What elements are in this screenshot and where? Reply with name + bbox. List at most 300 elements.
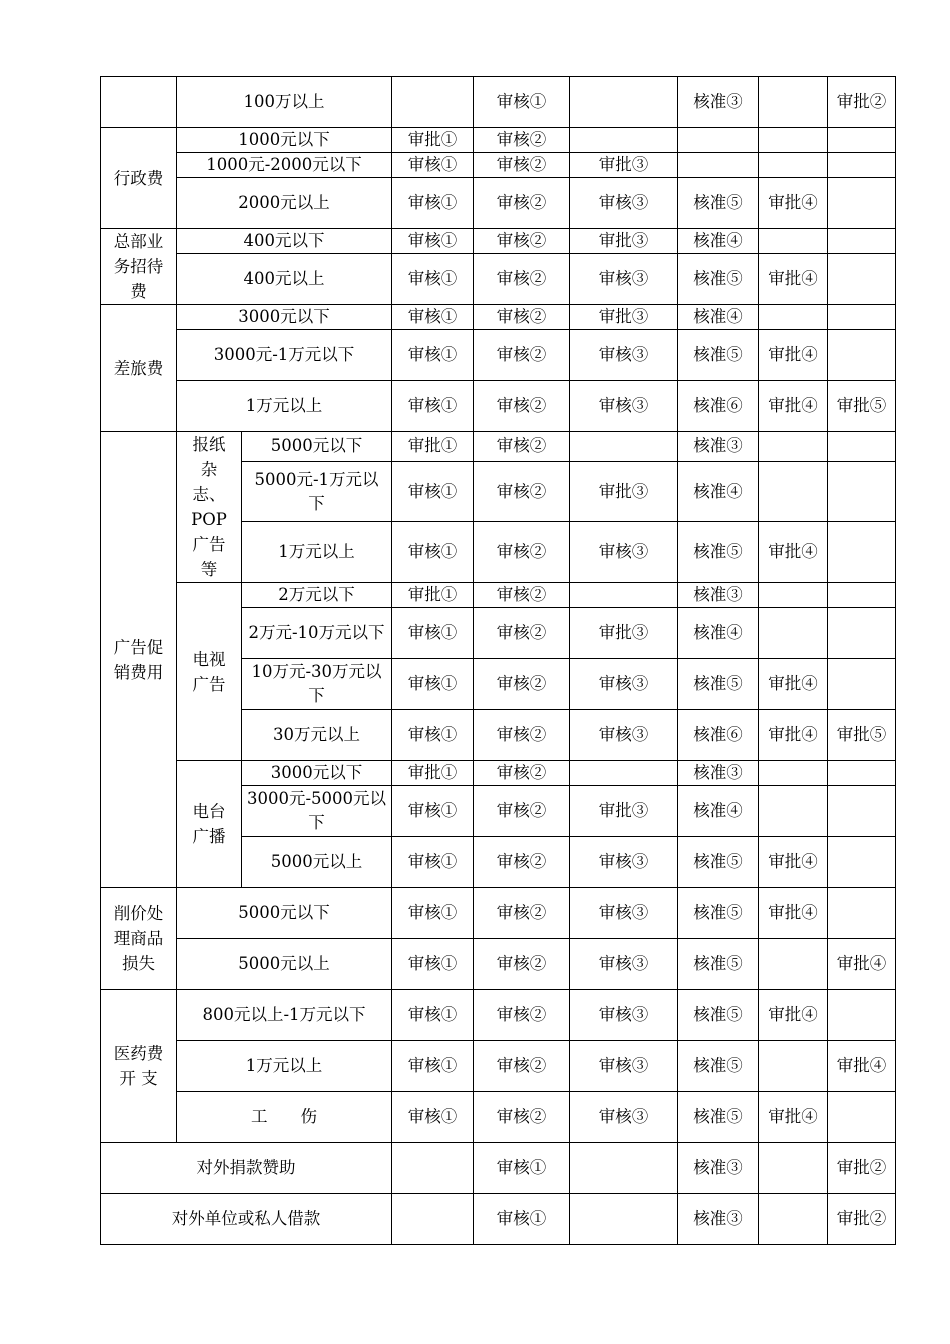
table-cell (392, 522, 474, 583)
table-cell (759, 178, 828, 229)
cell-text: 审核① (407, 481, 458, 501)
table-cell (474, 1194, 570, 1245)
cell-text: 审核③ (598, 542, 649, 562)
table-cell (242, 432, 392, 462)
cell-text: 审批④ (768, 674, 818, 693)
table-row (101, 990, 896, 1041)
table-cell (759, 1092, 828, 1143)
cell-text: 核准④ (693, 231, 743, 250)
cell-text: 医药费开 支 (113, 1044, 164, 1088)
table-cell (177, 128, 392, 153)
table-cell (570, 153, 678, 178)
table-cell (828, 837, 896, 888)
table-cell (242, 461, 392, 522)
table-cell (570, 608, 678, 659)
cell-text: 1万元以上 (245, 396, 323, 415)
category-cell (101, 888, 177, 990)
table-cell (474, 659, 570, 710)
cell-text: 100万以上 (243, 92, 325, 111)
table-cell (392, 461, 474, 522)
table-cell (570, 178, 678, 229)
table-cell (759, 608, 828, 659)
table-row (101, 128, 896, 153)
table-cell (242, 837, 392, 888)
table-cell (570, 939, 678, 990)
cell-text: 审批① (407, 763, 458, 782)
cell-text: 审核① (407, 396, 458, 415)
table-cell (759, 786, 828, 837)
table-cell (759, 432, 828, 462)
cell-text: 审核② (496, 725, 547, 744)
cell-text: 核准⑤ (693, 1107, 743, 1126)
cell-text: 5000元以下 (270, 436, 363, 456)
table-cell (759, 888, 828, 939)
table-cell (474, 461, 570, 522)
table-cell (570, 254, 678, 305)
table-cell (570, 786, 678, 837)
table-cell (101, 77, 177, 128)
cell-text: 审核① (407, 269, 458, 288)
cell-text: 审核③ (598, 269, 649, 288)
cell-text: 核准③ (693, 92, 743, 111)
table-cell (474, 330, 570, 381)
table-row (101, 1143, 896, 1194)
table-cell (570, 522, 678, 583)
table-cell (759, 461, 828, 522)
cell-text: 对外单位或私人借款 (171, 1209, 321, 1228)
table-cell (570, 461, 678, 522)
table-cell (678, 178, 759, 229)
cell-text: 审核① (407, 674, 458, 693)
cell-text: 审批④ (768, 1005, 818, 1024)
table-cell (570, 710, 678, 761)
table-cell (392, 659, 474, 710)
cell-text: 审核① (407, 345, 458, 364)
table-cell (570, 837, 678, 888)
table-cell (177, 77, 392, 128)
table-cell (570, 330, 678, 381)
cell-text: 核准⑤ (693, 1056, 743, 1075)
cell-text: 核准④ (693, 307, 743, 326)
category-cell (101, 990, 177, 1143)
cell-text: 核准⑤ (693, 1005, 743, 1024)
table-cell (759, 330, 828, 381)
cell-text: 审批④ (768, 345, 818, 364)
table-row (101, 178, 896, 229)
table-cell (828, 1041, 896, 1092)
table-cell (828, 305, 896, 330)
table-row (101, 432, 896, 462)
cell-text: 审批④ (768, 1107, 818, 1126)
table-cell (392, 786, 474, 837)
cell-text: 审核① (407, 307, 458, 326)
table-cell (759, 710, 828, 761)
cell-text: 审核② (496, 763, 547, 782)
table-cell (678, 761, 759, 786)
cell-text: 审批① (407, 436, 458, 456)
table-cell (101, 1143, 392, 1194)
cell-text: 审批④ (768, 193, 818, 212)
table-cell (678, 786, 759, 837)
table-cell (678, 1194, 759, 1245)
table-cell (570, 381, 678, 432)
cell-text: 对外捐款赞助 (196, 1158, 296, 1177)
table-cell (678, 608, 759, 659)
table-cell (392, 710, 474, 761)
table-cell (474, 710, 570, 761)
cell-text: 审批④ (768, 269, 818, 288)
table-cell (177, 178, 392, 229)
table-cell (474, 1092, 570, 1143)
table-cell (828, 254, 896, 305)
table-cell (392, 1143, 474, 1194)
table-cell (474, 990, 570, 1041)
cell-text: 核准⑤ (693, 542, 743, 562)
cell-text: 差旅费 (113, 358, 164, 378)
table-row (101, 1092, 896, 1143)
table-cell (570, 1092, 678, 1143)
table-row (101, 583, 896, 608)
cell-text: 审核② (496, 307, 547, 326)
cell-text: 核准③ (693, 585, 743, 604)
cell-text: 审核② (496, 231, 547, 250)
table-cell (474, 153, 570, 178)
table-cell (177, 330, 392, 381)
table-cell (242, 659, 392, 710)
table-cell (828, 761, 896, 786)
cell-text: 核准⑤ (693, 674, 743, 693)
cell-text: 审核① (496, 1209, 547, 1228)
table-cell (759, 153, 828, 178)
cell-text: 审核③ (598, 954, 649, 973)
table-cell (474, 1041, 570, 1092)
cell-text: 审核② (496, 852, 547, 871)
table-cell (177, 381, 392, 432)
cell-text: 审批③ (598, 481, 649, 501)
table-cell (678, 128, 759, 153)
cell-text: 核准⑤ (693, 852, 743, 871)
table-cell (392, 381, 474, 432)
cell-text: 2万元-10万元以下 (248, 623, 385, 642)
table-cell (392, 761, 474, 786)
category-cell (101, 128, 177, 229)
table-cell (759, 990, 828, 1041)
cell-text: 审核② (496, 801, 547, 820)
cell-text: 审批② (836, 1158, 887, 1177)
table-cell (759, 1041, 828, 1092)
cell-text: 核准⑥ (693, 725, 743, 744)
cell-text: 审核① (407, 1005, 458, 1024)
table-row (101, 330, 896, 381)
table-cell (392, 153, 474, 178)
cell-text: 审核① (496, 1158, 547, 1177)
table-cell (570, 1041, 678, 1092)
table-row (101, 254, 896, 305)
cell-text: 报纸杂志、POP广告等 (191, 435, 227, 579)
table-cell (828, 1143, 896, 1194)
table-cell (474, 305, 570, 330)
cell-text: 3000元以下 (270, 763, 363, 782)
cell-text: 400元以下 (243, 231, 325, 250)
table-cell (828, 128, 896, 153)
table-cell (177, 229, 392, 254)
cell-text: 审核② (496, 674, 547, 693)
table-cell (474, 837, 570, 888)
table-cell (242, 761, 392, 786)
cell-text: 审核③ (598, 1107, 649, 1126)
table-cell (392, 837, 474, 888)
table-cell (242, 522, 392, 583)
table-cell (828, 153, 896, 178)
table-cell (678, 254, 759, 305)
cell-text: 审核① (407, 542, 458, 562)
table-cell (828, 990, 896, 1041)
table-cell (392, 990, 474, 1041)
cell-text: 审批③ (598, 155, 649, 174)
cell-text: 审批③ (598, 231, 649, 250)
table-cell (570, 77, 678, 128)
table-cell (828, 608, 896, 659)
cell-text: 审核② (496, 436, 547, 456)
table-cell (570, 128, 678, 153)
table-cell (759, 583, 828, 608)
table-cell (678, 461, 759, 522)
cell-text: 审核① (407, 903, 458, 922)
cell-text: 审核② (496, 1107, 547, 1126)
table-cell (759, 229, 828, 254)
cell-text: 审核③ (598, 903, 649, 922)
table-cell (678, 77, 759, 128)
cell-text: 审批⑤ (836, 396, 887, 415)
cell-text: 审核① (407, 954, 458, 973)
cell-text: 2000元以上 (238, 193, 330, 212)
table-row (101, 939, 896, 990)
table-cell (759, 1143, 828, 1194)
table-cell (828, 1194, 896, 1245)
cell-text: 审核① (407, 155, 458, 174)
cell-text: 3000元以下 (238, 307, 330, 326)
table-row (101, 1041, 896, 1092)
cell-text: 审核② (496, 1005, 547, 1024)
table-cell (828, 659, 896, 710)
cell-text: 审核③ (598, 193, 649, 212)
cell-text: 广告促销费用 (113, 637, 164, 682)
cell-text: 核准⑤ (693, 193, 743, 212)
cell-text: 审核③ (598, 1056, 649, 1075)
cell-text: 审核③ (598, 396, 649, 415)
cell-text: 审核③ (598, 1005, 649, 1024)
cell-text: 审批④ (768, 542, 818, 562)
table-cell (678, 305, 759, 330)
cell-text: 800元以上-1万元以下 (202, 1005, 366, 1024)
cell-text: 审核③ (598, 852, 649, 871)
cell-text: 5000元-1万元以下 (254, 469, 379, 513)
cell-text: 审核② (496, 193, 547, 212)
table-cell (474, 77, 570, 128)
cell-text: 审核② (496, 269, 547, 288)
table-cell (392, 888, 474, 939)
table-cell (828, 178, 896, 229)
table-cell (678, 990, 759, 1041)
table-cell (474, 229, 570, 254)
cell-text: 3000元-5000元以下 (246, 789, 387, 832)
table-row (101, 153, 896, 178)
table-cell (759, 254, 828, 305)
cell-text: 审核① (407, 801, 458, 820)
table-cell (177, 1041, 392, 1092)
table-cell (678, 522, 759, 583)
cell-text: 核准⑤ (693, 903, 743, 922)
table-cell (101, 1194, 392, 1245)
cell-text: 1万元以上 (245, 1056, 323, 1075)
table-cell (570, 432, 678, 462)
table-cell (759, 381, 828, 432)
table-cell (678, 1143, 759, 1194)
table-cell (177, 153, 392, 178)
cell-text: 审核② (496, 155, 547, 174)
cell-text: 审批④ (836, 954, 887, 973)
table-cell (177, 305, 392, 330)
table-cell (759, 305, 828, 330)
category-cell (101, 305, 177, 432)
table-cell (392, 330, 474, 381)
table-cell (678, 710, 759, 761)
table-cell (242, 710, 392, 761)
cell-text: 审核① (407, 725, 458, 744)
table-cell (474, 888, 570, 939)
table-cell (678, 229, 759, 254)
cell-text: 审批② (836, 92, 887, 111)
cell-text: 审核② (496, 585, 547, 604)
cell-text: 审批④ (768, 725, 818, 744)
table-cell (828, 888, 896, 939)
table-cell (392, 939, 474, 990)
cell-text: 核准⑥ (693, 396, 743, 415)
table-cell (242, 786, 392, 837)
table-cell (474, 432, 570, 462)
table-cell (392, 77, 474, 128)
table-cell (759, 837, 828, 888)
table-cell (474, 761, 570, 786)
cell-text: 审核② (496, 396, 547, 415)
table-cell (570, 1143, 678, 1194)
table-cell (474, 608, 570, 659)
cell-text: 审批③ (598, 801, 649, 820)
cell-text: 核准⑤ (693, 954, 743, 973)
table-cell (828, 1092, 896, 1143)
table-cell (759, 128, 828, 153)
cell-text: 1000元-2000元以下 (206, 155, 362, 174)
cell-text: 审批① (407, 130, 458, 149)
table-cell (678, 659, 759, 710)
table-cell (828, 522, 896, 583)
table-row (101, 381, 896, 432)
table-cell (474, 939, 570, 990)
cell-text: 工 伤 (251, 1107, 317, 1126)
table-cell (392, 608, 474, 659)
table-cell (570, 761, 678, 786)
cell-text: 审批① (407, 585, 458, 604)
cell-text: 行政费 (113, 168, 164, 188)
category-cell (101, 229, 177, 305)
table-cell (392, 1092, 474, 1143)
cell-text: 核准③ (693, 1209, 743, 1228)
table-cell (177, 939, 392, 990)
table-cell (828, 583, 896, 608)
cell-text: 核准③ (693, 1158, 743, 1177)
table-cell (474, 254, 570, 305)
table-row (101, 229, 896, 254)
cell-text: 核准⑤ (693, 269, 743, 288)
cell-text: 审核① (407, 231, 458, 250)
cell-text: 核准④ (693, 481, 743, 501)
table-cell (570, 990, 678, 1041)
table-cell (828, 381, 896, 432)
table-cell (678, 837, 759, 888)
category-cell (101, 432, 177, 888)
cell-text: 核准③ (693, 436, 743, 456)
cell-text: 审核① (407, 623, 458, 642)
cell-text: 审批④ (768, 852, 818, 871)
table-cell (392, 1041, 474, 1092)
table-cell (678, 1092, 759, 1143)
cell-text: 5000元以上 (270, 852, 363, 871)
table-row (101, 1194, 896, 1245)
table-cell (759, 522, 828, 583)
cell-text: 审核② (496, 542, 547, 562)
table-cell (392, 583, 474, 608)
table-cell (828, 77, 896, 128)
table-body (101, 77, 896, 1245)
cell-text: 电视广告 (192, 649, 226, 694)
table-cell (392, 305, 474, 330)
table-cell (570, 229, 678, 254)
cell-text: 审核② (496, 903, 547, 922)
table-cell (678, 330, 759, 381)
cell-text: 审核② (496, 954, 547, 973)
cell-text: 审批② (836, 1209, 887, 1228)
table-cell (474, 583, 570, 608)
cell-text: 1000元以下 (238, 130, 330, 149)
cell-text: 审核② (496, 481, 547, 501)
cell-text: 1万元以上 (278, 542, 355, 562)
cell-text: 审核③ (598, 725, 649, 744)
cell-text: 审核① (407, 1056, 458, 1075)
table-cell (828, 786, 896, 837)
table-cell (392, 128, 474, 153)
table-cell (828, 461, 896, 522)
table-cell (678, 583, 759, 608)
cell-text: 审批④ (768, 396, 818, 415)
table-cell (392, 1194, 474, 1245)
cell-text: 3000元-1万元以下 (213, 345, 355, 364)
cell-text: 30万元以上 (273, 725, 360, 744)
table-cell (828, 939, 896, 990)
cell-text: 总部业务招待费 (113, 232, 164, 301)
table-cell (759, 77, 828, 128)
cell-text: 审核① (496, 92, 547, 111)
cell-text: 电台广播 (192, 802, 226, 846)
table-cell (678, 381, 759, 432)
table-cell (177, 254, 392, 305)
table-cell (242, 608, 392, 659)
table-cell (759, 761, 828, 786)
cell-text: 审核③ (598, 345, 649, 364)
table-cell (474, 522, 570, 583)
cell-text: 审核② (496, 1056, 547, 1075)
table-cell (392, 178, 474, 229)
table-cell (678, 432, 759, 462)
